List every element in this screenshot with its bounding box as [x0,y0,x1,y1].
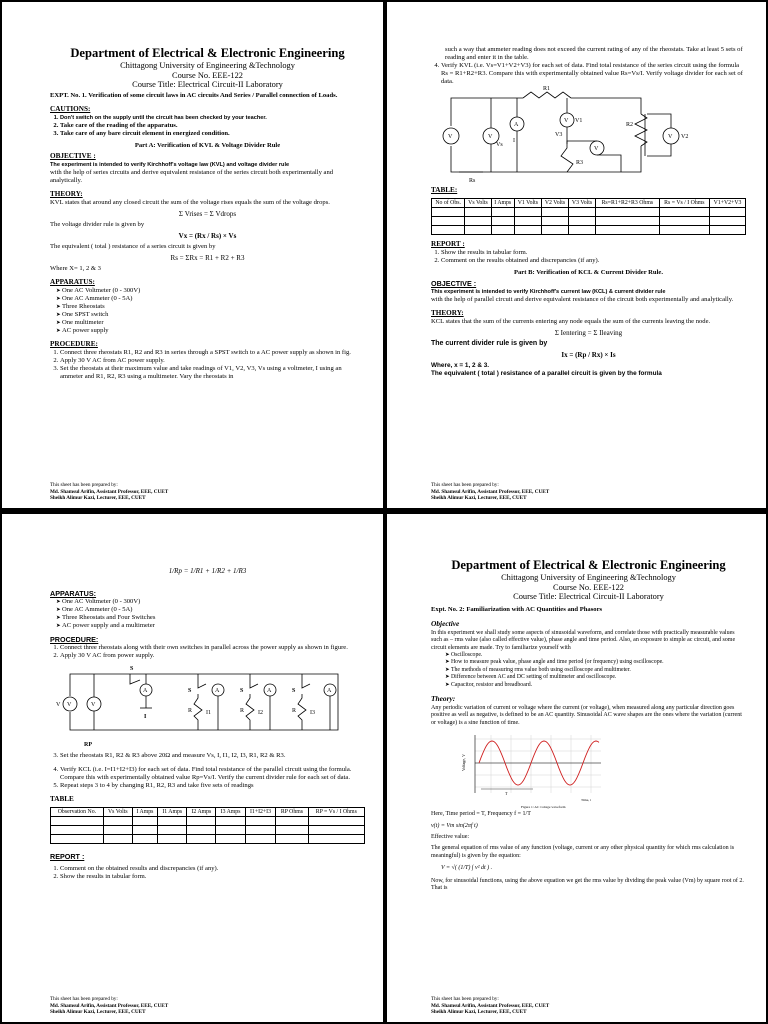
table-header-cell: Rs=R1+R2+R3 Ohms [596,199,660,208]
diagram-r-label: R [292,708,297,714]
apparatus-item: ➤ One AC Voltmeter (0 - 300V) [56,287,365,295]
diagram-rs: Rs [469,178,476,184]
cdr-text: The current divider rule is given by [431,340,548,347]
course-title: Course Title: Electrical Circuit-II Laboratory [132,80,283,90]
series-circuit-diagram [431,86,701,186]
diagram-v-label: V [56,702,61,708]
table-header-cell: RP = Vs / I Ohms [308,808,364,817]
table-title: TABLE: [431,186,458,194]
procedure-list [50,644,365,660]
procedure-item: 3. Set the rheostats at their maximum value and take readings of V1, V2, V3, Vs using a voltmeter, I using an ammeter and R1, R2, R3 using a multimeter. Vary the rheostats in [60,365,365,381]
procedure-item: 4. Verify KCL (i.e. I=I1+I2+I3) for each set of data. Find total resistance of the parallel circuit using the formula. Compare this with experimentally obtained value Rp=Vs/I. Verify the current divider rule for each set of data. [60,766,365,782]
footer-line: Md. Shamsul Arifin, Assistant Professor, EEE, CUET [431,488,550,495]
diagram-s-label: S [188,688,192,694]
objective-item: ➤ How to measure peak value, phase angle and time period (or frequency) using oscilloscope. [445,659,746,666]
objective-item: ➤ Oscilloscope. [445,652,746,659]
diagram-v-symbol: V [564,118,569,124]
table-header-cell: V1+V2+V3 [710,199,746,208]
course-no: Course No. EEE-122 [553,582,624,592]
sin-text: Now, for sinusoidal functions, using the above equation we get the rms value by dividing the peak value (Vm) by square root of 2. That is [431,877,744,892]
diagram-r-label: R [240,708,245,714]
caution-item: 3. Take care of any bare circuit element in energized condition. [60,130,365,138]
objective-text: In this experiment we shall study some aspects of sinusoidal waveform, and correlate those with practically measurable values such as – rms value (also called effective value), phase angle and time period. Also, an exposure to simple ac circuit, and some circuit elements are made. Try to familiarize yourself with [431,629,736,651]
dept-title: Department of Electrical & Electronic Engineering [451,558,726,572]
table-header-cell: V2 Volts [541,199,568,208]
period-label: T [505,791,508,797]
kvl-formula: Σ Vrises = Σ Vdrops [178,209,237,218]
apparatus-title: APPARATUS: [50,277,95,286]
objective-title: Objective [431,618,460,628]
part-a-title: Part A: Verification of KVL & Voltage Divider Rule [134,141,281,149]
footer-line: Sheikh Alimur Kazi, Lecturer, EEE, CUET [431,1009,527,1016]
table-header-row [432,199,746,208]
procedure-title: PROCEDURE: [50,339,98,348]
footer [431,482,549,502]
procedure-item: 5. Repeat steps 3 to 4 by changing R1, R2, R3 and take five sets of readings [60,782,365,790]
apparatus-item: ➤ One AC Ammeter (0 - 5A) [56,295,365,303]
diagram-r3: R3 [576,160,584,166]
procedure-list [50,349,365,381]
objective-text: with the help of series circuits and derive equivalent resistance of the series circuit both experimentally and analytically. [50,168,334,184]
procedure-item: 2. Apply 30 V AC from AC power supply. [60,357,365,365]
diagram-v3: V3 [555,132,563,138]
diagram-a-symbol: A [514,122,519,128]
table-row [51,835,365,844]
university: Chittagong University of Engineering &Technology [120,61,295,70]
table-header-cell: I Amps [491,199,514,208]
objective-item: ➤ Difference between AC and DC setting of multimeter and oscilloscope. [445,674,746,681]
apparatus-item: ➤ One SPST switch [56,311,365,319]
diagram-v1: V1 [575,118,583,124]
x-axis-label: Time, t [581,798,591,803]
procedure-item: 4. Verify KVL (i.e. Vs=V1+V2+V3) for each set of data. Find total resistance of the series circuit using the formula Rs = R1+R2+R3. Compare this with experimentally obtained value Rs=Vs/I. Verify voltage divider for each set of data. [441,62,746,86]
table-row [51,817,365,826]
diagram-a-symbol: A [215,688,220,694]
footer [50,482,168,502]
cautions-title: CAUTIONS: [50,104,91,113]
apparatus-item: ➤ One multimeter [56,319,365,327]
table-header-cell: No of Obs. [432,199,465,208]
apparatus-title: APPARATUS: [50,589,97,598]
parallel-circuit-diagram [50,660,350,752]
objective-bold: This experiment is intended to verify Kirchhoff's current law (KCL) & current divider rule [431,289,666,295]
part-b-title: Part B: Verification of KCL & Current Divider Rule. [513,269,663,276]
diagram-s-label: S [292,688,296,694]
footer-line: This sheet has been prepared by: [431,996,499,1003]
diagram-i: I [513,138,515,144]
objective-item: ➤ The methods of measuring rms value both using oscilloscope and multimeter. [445,667,746,674]
diagram-v-symbol: V [448,134,453,140]
report-item: 1. Show the results in tabular form. [441,249,746,257]
where-text: Where X= 1, 2 & 3 [50,264,101,272]
footer [50,996,168,1016]
rms-formula: V = √( (1/T) ∫ v² dt ) . [441,865,493,872]
parallel-formula: 1/Rp = 1/R1 + 1/R2 + 1/R3 [168,567,247,575]
table-header-cell: V1 Volts [514,199,541,208]
table-row [432,208,746,217]
page-1 [2,2,383,508]
report-item: 2. Show the results in tabular form. [60,873,365,881]
procedure-item: 3. Set the rheostats R1, R2 & R3 above 20Ω and measure Vs, I, I1, I2, I3, R1, R2 & R3. [60,752,365,760]
apparatus-item: ➤ Three Rheostats and Four Switches [56,614,365,622]
report-title: REPORT : [50,852,85,861]
footer-line: Md. Shamsul Arifin, Assistant Professor, EEE, CUET [50,488,169,495]
report-item: 1. Comment on the obtained results and discrepancies (if any). [60,865,365,873]
page-2 [387,2,766,508]
diagram-a-symbol: A [267,688,272,694]
expt-title: EXPT. No. 1. Verification of some circuit laws in AC circuits And Series / Parallel connection of Loads. [50,91,338,99]
table-header-cell: I Amps [132,808,157,817]
footer-line: Sheikh Alimur Kazi, Lecturer, EEE, CUET [50,495,146,502]
table-row [432,217,746,226]
apparatus-list [50,287,365,335]
objective-text: with the help of parallel circuit and derive equivalent resistance of the circuit both experimentally and analytically. [431,296,734,303]
theory-text: Any periodic variation of current or voltage where the current (or voltage), when measured along any particular direction goes positive as well as negative, is defined to be an AC quantity. Sinusoidal AC wave shapes are the ones where the variation (current or voltage) is a sine function of time. [431,705,742,726]
caution-item: 1. Don't switch on the supply until the circuit has been checked by your teacher. [60,114,365,122]
diagram-a-symbol: A [327,688,332,694]
footer-line: Sheikh Alimur Kazi, Lecturer, EEE, CUET [431,495,527,502]
procedure-list [431,62,746,86]
figure-caption: Figure 1: AC voltage waveform [521,805,566,810]
page-3 [2,514,383,1022]
diagram-a-symbol: A [143,688,148,694]
objective-item: ➤ Capacitor, resistor and breadboard. [445,682,746,689]
report-list [50,865,365,881]
equiv-text: The equivalent ( total ) resistance of a series circuit is given by [50,242,216,250]
where-text: Where, x = 1, 2 & 3. [431,362,490,369]
table-header-cell: I3 Amps [216,808,245,817]
kcl-formula: Σ Ientering = Σ Ileaving [554,329,623,337]
table-header-cell: RP Ohms [276,808,308,817]
apparatus-list [50,598,365,630]
footer-line: Md. Shamsul Arifin, Assistant Professor, EEE, CUET [50,1002,169,1009]
footer [431,996,549,1016]
page-4 [387,514,766,1022]
table-header-cell: I1 Amps [158,808,187,817]
diagram-rp-label: RP [84,742,92,748]
y-axis-label: Voltage, V [461,754,466,772]
footer-line: This sheet has been prepared by: [431,482,499,489]
diagram-v-symbol: V [668,134,673,140]
footer-line: This sheet has been prepared by: [50,482,118,489]
dept-title: Department of Electrical & Electronic Engineering [70,46,345,60]
diagram-r-label: R [188,708,193,714]
diagram-i1-label: I1 [206,710,211,716]
theory-text: KCL states that the sum of the currents entering any node equals the sum of the currents leaving the node. [431,318,711,325]
table-header-cell: Vs Volts [465,199,491,208]
apparatus-item: ➤ AC power supply and a multimeter [56,622,365,630]
equiv-formula: Rs = ΣRx = R1 + R2 + R3 [170,253,245,262]
diagram-i3-label: I3 [310,710,315,716]
diagram-s-label: S [130,666,134,672]
procedure-title: PROCEDURE: [50,635,99,644]
objective-title: OBJECTIVE : [431,279,477,288]
theory-title: THEORY: [431,309,464,317]
cautions-list [50,114,365,138]
table-header-cell: V3 Volts [569,199,596,208]
footer-line: Sheikh Alimur Kazi, Lecturer, EEE, CUET [50,1009,146,1016]
diagram-v-symbol: V [594,146,599,152]
table-header-cell: Rs = Vs / I Ohms [659,199,710,208]
equiv-text: The equivalent ( total ) resistance of a parallel circuit is given by the formula [431,370,662,377]
table-header-cell: I2 Amps [187,808,216,817]
table-header-cell: I1+I2+I3 [245,808,276,817]
objective-list [431,652,746,689]
diagram-s-label: S [240,688,244,694]
report-item: 2. Comment on the results obtained and discrepancies (if any). [441,257,746,265]
diagram-v-symbol: V [67,702,72,708]
vdr-text: The voltage divider rule is given by [50,220,145,228]
diagram-i-label: I [144,714,147,720]
report-list [431,249,746,265]
procedure-item: 2. Apply 30 V AC from power supply. [60,652,365,660]
footer-line: Md. Shamsul Arifin, Assistant Professor, EEE, CUET [431,1002,550,1009]
period-text: Here, Time period = T, Frequency f = 1/T [431,811,531,818]
theory-title: THEORY: [50,189,83,198]
table-header-cell: Observation No. [51,808,104,817]
apparatus-item: ➤ One AC Ammeter (0 - 5A) [56,606,365,614]
diagram-vs: Vs [496,142,503,148]
theory-title: Theory: [431,694,456,704]
report-title: REPORT : [431,240,465,248]
diagram-r2: R2 [626,122,634,128]
cdr-formula: Ix = (Rp / Rx) × Is [561,351,616,359]
course-no: Course No. EEE-122 [172,70,243,80]
footer-line: This sheet has been prepared by: [50,996,118,1003]
series-data-table [431,198,746,235]
diagram-r1: R1 [543,86,551,92]
parallel-data-table [50,807,365,844]
table-header-cell: Vs Volts [103,808,132,817]
effective-title: Effective value: [431,834,470,841]
table-title: TABLE [50,795,74,803]
apparatus-item: ➤ AC power supply [56,327,365,335]
procedure-item: 1. Connect three rheostats along with their own switches in parallel across the power supply as shown in figure. [60,644,365,652]
table-row [432,226,746,235]
theory-text: KVL states that around any closed circuit the sum of the voltage rises equals the sum of the voltage drops. [50,198,330,206]
procedure-item: 1. Connect three rheostats R1, R2 and R3 in series through a SPST switch to a AC power supply as shown in fig. [60,349,365,357]
diagram-v2: V2 [681,134,689,140]
apparatus-item: ➤ Three Rheostats [56,303,365,311]
course-title: Course Title: Electrical Circuit-II Laboratory [513,592,664,602]
caution-item: 2. Take care of the reading of the apparatus. [60,122,365,130]
ac-waveform-figure [461,731,611,811]
diagram-i2-label: I2 [258,710,263,716]
table-header-row [51,808,365,817]
table-row [51,826,365,835]
procedure-list-cont [50,752,365,790]
expt-title: Expt. No. 2: Familiarization with AC Quantities and Phasors [431,605,603,613]
diagram-v-symbol: V [91,702,96,708]
university: Chittagong University of Engineering &Technology [501,573,676,582]
vdr-formula: Vx = (Rx / Rs) × Vs [178,231,237,240]
diagram-v-symbol: V [488,134,493,140]
apparatus-item: ➤ One AC Voltmeter (0 - 300V) [56,598,365,606]
rms-text: The general equation of rms value of any function (voltage, current or any other physical quantity for which rms calculation is meaningful) is given by the equation: [431,845,735,859]
objective-title: OBJECTIVE : [50,151,96,160]
header [50,46,365,90]
procedure-continued: such a way that ammeter reading does not exceed the current rating of any of the rheostats. Take at least 5 sets of reading and enter it in the table. [445,46,743,61]
vt-formula: v(t) = Vm sin(2πf t) [431,822,478,829]
header [431,558,746,602]
objective-bold: The experiment is intended to verify Kirchhoff's voltage law (KVL) and voltage divider rule [50,161,290,168]
